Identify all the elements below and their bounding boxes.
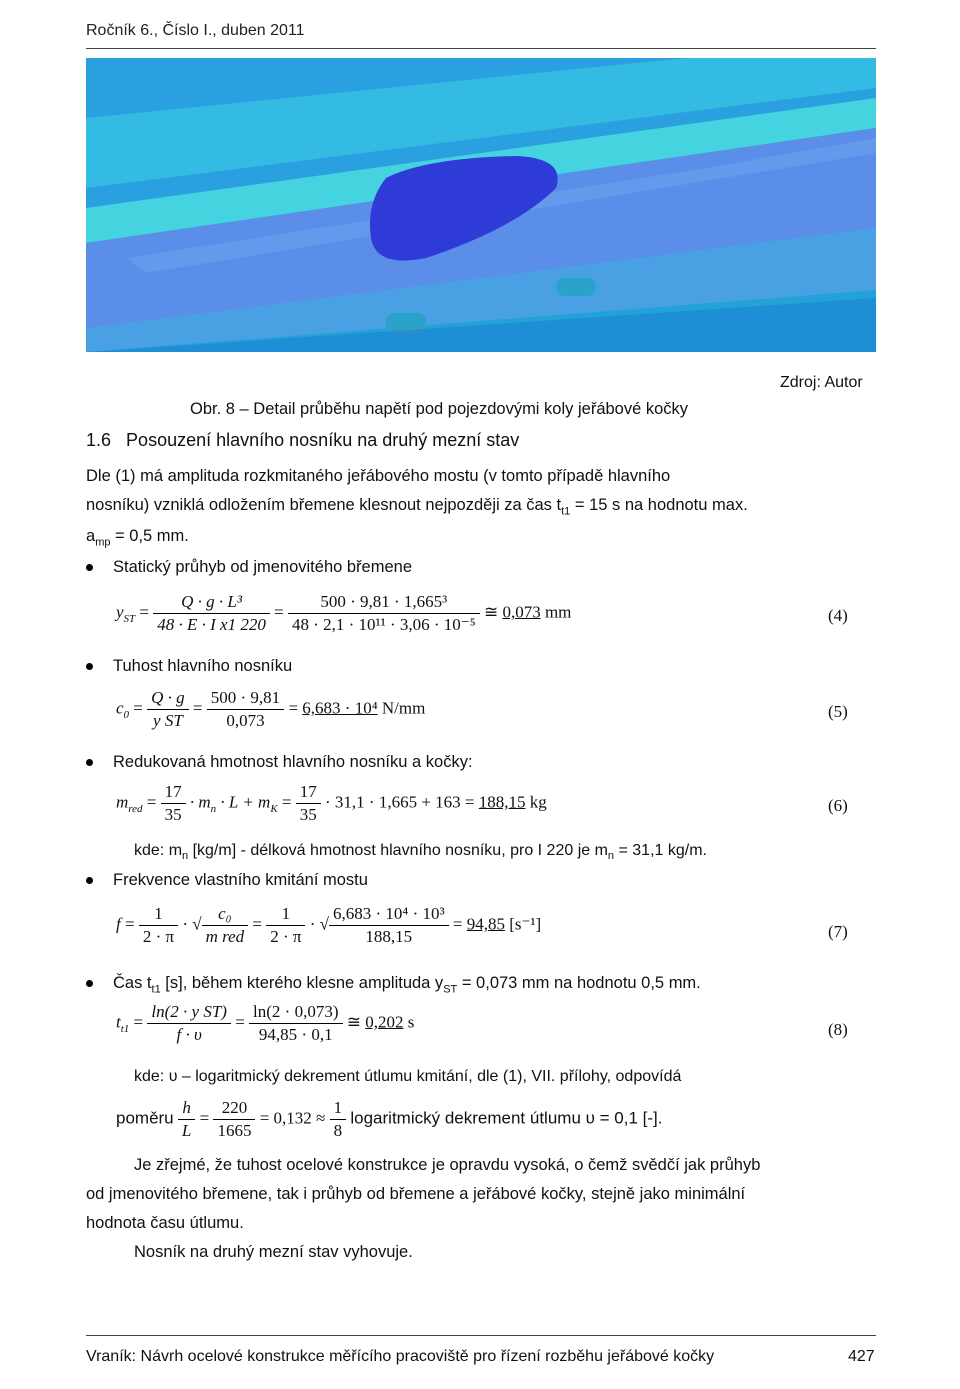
running-footer: Vraník: Návrh ocelové konstrukce měřícího pracoviště pro řízení rozběhu jeřábové kočky: [86, 1348, 715, 1365]
bullet-reduced-mass: Redukovaná hmotnost hlavního nosníku a kočky:: [86, 753, 473, 772]
running-header: Ročník 6., Číslo I., duben 2011: [86, 22, 305, 39]
bullet-stiffness: Tuhost hlavního nosníku: [86, 657, 292, 676]
equation-5: $c_0$ = $\frac{Q \cdot g}{\text{y ST}}$ = $\frac{500 \cdot 9,81}{0,073}$ = 6,683 · 10⁴ N/mm: [116, 688, 426, 730]
equation-8-number: (8): [828, 1020, 848, 1039]
bullet-frequency: Frekvence vlastního kmitání mostu: [86, 871, 368, 890]
bullet-icon: [86, 980, 93, 987]
header-rule: [86, 48, 876, 49]
equation-6-number: (6): [828, 796, 848, 815]
conclusion-line-1: Je zřejmé, že tuhost ocelové konstrukce je opravdu vysoká, o čemž svědčí jak průhyb: [134, 1156, 761, 1174]
bullet-icon: [86, 759, 93, 766]
bullet-icon: [86, 877, 93, 884]
conclusion-line-4: Nosník na druhý mezní stav vyhovuje.: [134, 1243, 413, 1261]
ratio-line: poměru $\frac{h}{L}$ = $\frac{220}{1665}$ = 0,132 ≈ $\frac{1}{8}$ logaritmický dekrement útlumu υ = 0,1 [-].: [116, 1098, 663, 1140]
figure-source: Zdroj: Autor: [780, 374, 863, 391]
fem-stress-figure: [86, 58, 876, 352]
equation-5-number: (5): [828, 702, 848, 721]
equation-6-note: kde: $m_n$ [kg/m] - délková hmotnost hlavního nosníku, pro I 220 je $m_n = 31,1$ kg/m.: [134, 842, 707, 863]
bullet-damping-time: Čas $t_{t1}$ [s], během kterého klesne amplituda $y_{ST} = 0,073$ mm na hodnotu 0,5 mm.: [86, 974, 701, 995]
intro-line-2: nosníku) vzniklá odložením břemene klesnout nejpozději za čas $t_{t1} = 15$ s na hodnotu max.: [86, 496, 748, 518]
conclusion-line-2: od jmenovitého břemene, tak i průhyb od břemene a jeřábové kočky, stejně jako minimální: [86, 1185, 746, 1203]
section-title: Posouzení hlavního nosníku na druhý mezní stav: [126, 430, 520, 450]
section-heading: [86, 430, 519, 451]
bullet-icon: [86, 564, 93, 571]
bullet-static-deflection: Statický průhyb od jmenovitého břemene: [86, 558, 412, 577]
conclusion-line-3: hodnota času útlumu.: [86, 1214, 244, 1232]
equation-8: $t_{t1}$ = $\frac{\text{ln(2 · y ST)}}{f \cdot \upsilon}$ = $\frac{\ln(2 \cdot 0,073)}{94,85 \cdot 0,1}$ ≅ 0,202 s: [116, 1002, 415, 1044]
fem-stress-image: [86, 58, 876, 352]
page-number: 427: [848, 1348, 875, 1365]
figure-caption: Obr. 8 – Detail průběhu napětí pod pojezdovými koly jeřábové kočky: [190, 400, 689, 418]
equation-4-number: (4): [828, 606, 848, 625]
section-number: 1.6: [86, 430, 112, 450]
equation-4: $y_{ST}$ = $\frac{\text{Q · g · L³}}{\text{48 · E · I x1 220}}$ = $\frac{\text{500 · 9,81 · 1,665³}}{\text{48 · 2,1 · 10¹¹ · 3,06 · 10⁻⁵}}$ ≅ 0,073 mm: [116, 592, 572, 634]
bullet-icon: [86, 663, 93, 670]
intro-line-1: Dle (1) má amplituda rozkmitaného jeřábového mostu (v tomto případě hlavního: [86, 467, 671, 485]
equation-8-note: kde: υ – logaritmický dekrement útlumu kmitání, dle (1), VII. přílohy, odpovídá: [134, 1068, 682, 1085]
intro-line-3: $a_{mp} = 0,5$ mm.: [86, 527, 189, 549]
equation-6: $m_{red}$ = $\frac{17}{35}$ · $m_n \cdot L + m_K$ = $\frac{17}{35}$ · 31,1 · 1,665 + 163 = 188,15 kg: [116, 782, 547, 824]
equation-7: f = $\frac{1}{2 \cdot \pi}$ · √ $\frac{\text{c₀}}{\text{m red}}$ = $\frac{1}{2 \cdot \pi}$ · √ $\frac{\text{6,683 · 10⁴ · 10³}}{188,15}$ = 94,85 [s⁻¹]: [116, 904, 542, 946]
footer-rule: [86, 1335, 876, 1336]
equation-7-number: (7): [828, 922, 848, 941]
